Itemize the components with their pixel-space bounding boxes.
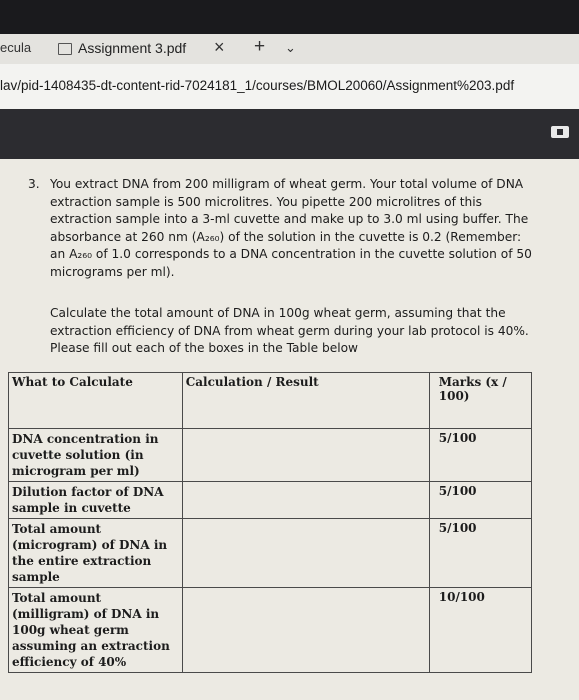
row-label: Total amount (microgram) of DNA in the entire extraction sample [9, 519, 183, 588]
result-cell[interactable] [182, 588, 429, 673]
pdf-toolbar [0, 109, 579, 159]
column-header: Marks (x / 100) [429, 373, 531, 429]
column-header: What to Calculate [9, 373, 183, 429]
tab-title: Assignment 3.pdf [78, 40, 187, 56]
document-tab-icon [58, 43, 72, 55]
table-row [9, 429, 532, 482]
tab-bar [0, 34, 579, 64]
question-text: You extract DNA from 200 milligram of wheat germ. Your total volume of DNA extraction sample is 500 microlitres. You pipette 200 microlitres of this extraction sample into a 3-ml cuvette and make up to 3.0 ml using buffer. The absorbance at 260 nm (A₂₆₀) of the solution in the cuvette is 0.2 (Remember: an A₂₆₀ of 1.0 corresponds to a DNA concentration in the cuvette solution of 50 micrograms per ml). [50, 177, 532, 279]
pdf-toolbar-button-icon[interactable] [551, 126, 569, 138]
instruction-text: Calculate the total amount of DNA in 100g wheat germ, assuming that the extraction efficiency of DNA from wheat germ during your lab protocol is 40%. Please fill out each of the boxes in the Table below [50, 306, 529, 356]
table-row [9, 519, 532, 588]
result-cell[interactable] [182, 519, 429, 588]
chevron-down-icon[interactable]: ⌄ [285, 40, 296, 55]
marks-cell: 5/100 [429, 519, 531, 588]
window-top-strip [0, 0, 579, 34]
result-cell[interactable] [182, 482, 429, 519]
marks-cell: 5/100 [429, 482, 531, 519]
address-bar[interactable] [0, 64, 579, 109]
marks-cell: 5/100 [429, 429, 531, 482]
url-text[interactable]: lav/pid-1408435-dt-content-rid-7024181_1/courses/BMOL20060/Assignment%203.pdf [0, 78, 515, 93]
result-cell[interactable] [182, 429, 429, 482]
table-header-row [9, 373, 532, 429]
row-label: Total amount (milligram) of DNA in 100g wheat germ assuming an extraction efficiency of 40% [9, 588, 183, 673]
question-number: 3. [28, 177, 40, 191]
pdf-page [0, 159, 579, 700]
close-icon[interactable]: × [214, 37, 225, 57]
marks-cell: 10/100 [429, 588, 531, 673]
tab-previous[interactable]: ecula [0, 40, 32, 55]
row-label: DNA concentration in cuvette solution (in microgram per ml) [9, 429, 183, 482]
table-row [9, 482, 532, 519]
row-label: Dilution factor of DNA sample in cuvette [9, 482, 183, 519]
table-row [9, 588, 532, 673]
question-block [28, 176, 538, 282]
new-tab-icon[interactable]: + [254, 36, 266, 57]
calculation-table [8, 372, 532, 673]
tab-assignment-pdf[interactable] [52, 34, 242, 64]
column-header: Calculation / Result [182, 373, 429, 429]
